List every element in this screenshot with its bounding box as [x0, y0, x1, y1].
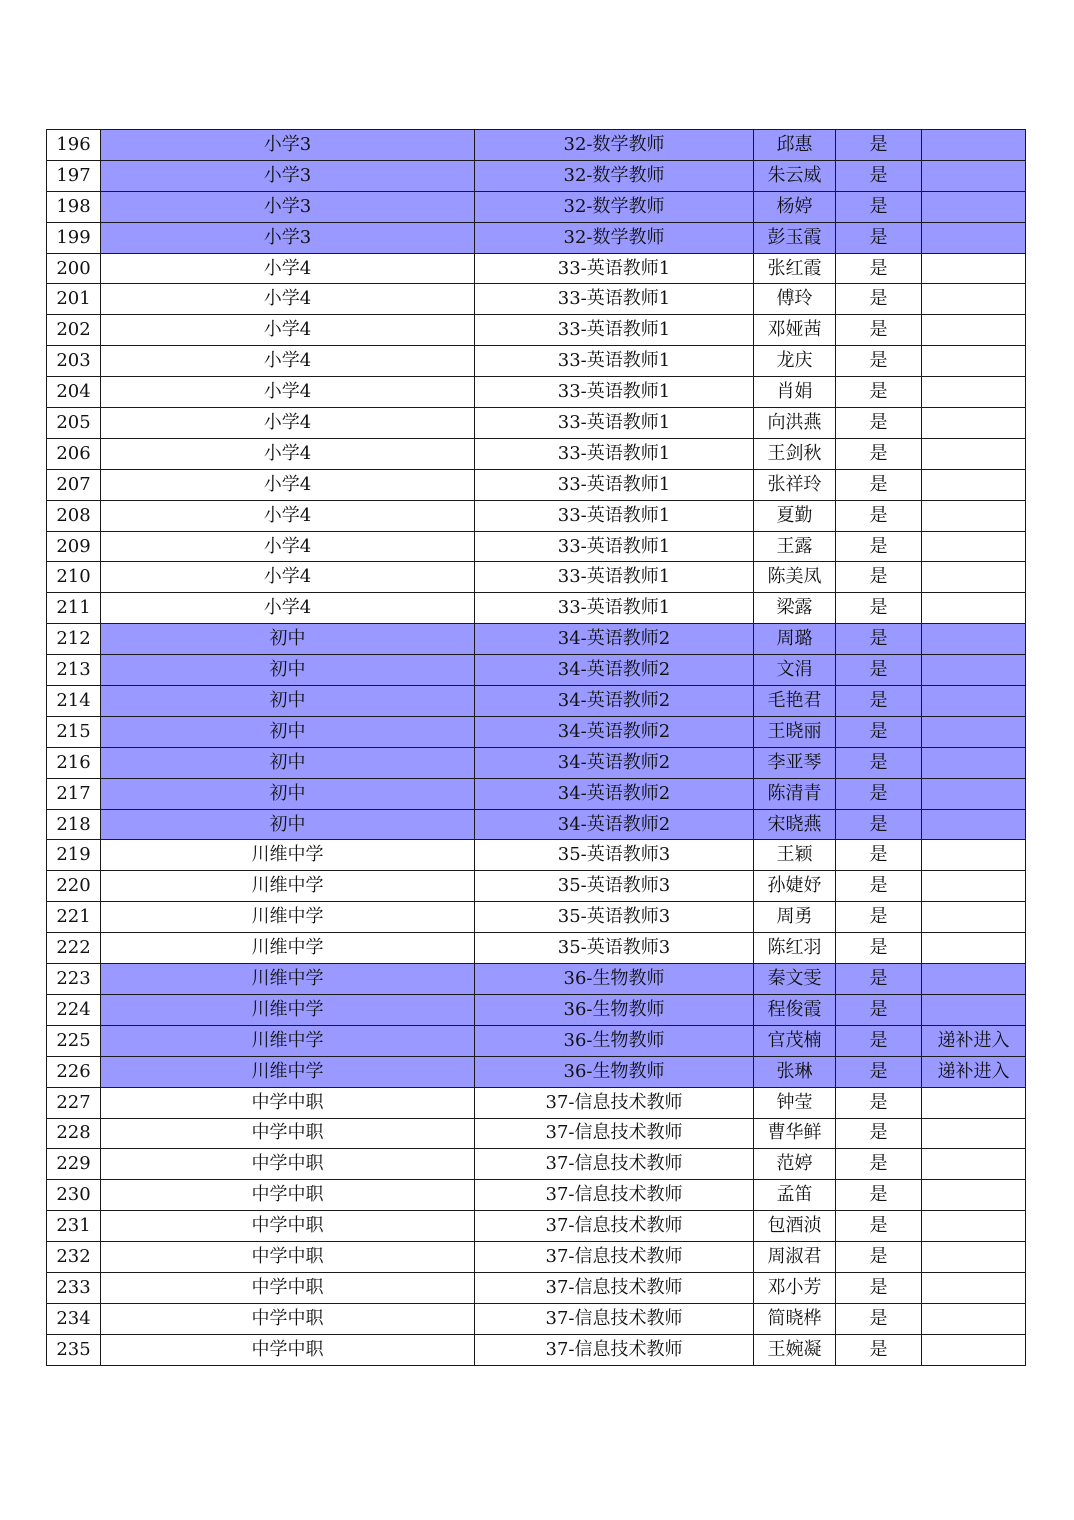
note-cell	[922, 531, 1026, 562]
row-number-cell: 196	[47, 130, 101, 161]
person-name-cell: 肖娟	[754, 377, 836, 408]
row-number-cell: 211	[47, 593, 101, 624]
person-name-cell: 王婉凝	[754, 1334, 836, 1365]
qualified-cell: 是	[836, 160, 922, 191]
position-cell: 33-英语教师1	[475, 315, 754, 346]
table-row	[47, 531, 1026, 562]
row-number-cell: 205	[47, 408, 101, 439]
row-number-cell: 209	[47, 531, 101, 562]
qualified-cell: 是	[836, 933, 922, 964]
table-row	[47, 438, 1026, 469]
person-name-cell: 秦文雯	[754, 964, 836, 995]
note-cell	[922, 438, 1026, 469]
row-number-cell: 206	[47, 438, 101, 469]
qualified-cell: 是	[836, 377, 922, 408]
unit-cell: 川维中学	[101, 933, 475, 964]
person-name-cell: 周勇	[754, 902, 836, 933]
unit-cell: 小学4	[101, 377, 475, 408]
person-name-cell: 张琳	[754, 1056, 836, 1087]
unit-cell: 小学4	[101, 284, 475, 315]
position-cell: 37-信息技术教师	[475, 1087, 754, 1118]
qualified-cell: 是	[836, 964, 922, 995]
table-row	[47, 964, 1026, 995]
table-row	[47, 933, 1026, 964]
note-cell	[922, 1211, 1026, 1242]
person-name-cell: 邓娅茜	[754, 315, 836, 346]
position-cell: 33-英语教师1	[475, 408, 754, 439]
person-name-cell: 王晓丽	[754, 716, 836, 747]
position-cell: 32-数学教师	[475, 222, 754, 253]
table-row	[47, 1149, 1026, 1180]
position-cell: 37-信息技术教师	[475, 1211, 754, 1242]
roster-table-body	[47, 130, 1026, 1366]
position-cell: 34-英语教师2	[475, 655, 754, 686]
unit-cell: 初中	[101, 809, 475, 840]
unit-cell: 川维中学	[101, 840, 475, 871]
row-number-cell: 218	[47, 809, 101, 840]
unit-cell: 小学4	[101, 346, 475, 377]
table-row	[47, 871, 1026, 902]
table-row	[47, 747, 1026, 778]
unit-cell: 小学4	[101, 531, 475, 562]
table-row	[47, 1334, 1026, 1365]
position-cell: 37-信息技术教师	[475, 1334, 754, 1365]
unit-cell: 初中	[101, 716, 475, 747]
note-cell	[922, 346, 1026, 377]
unit-cell: 川维中学	[101, 902, 475, 933]
qualified-cell: 是	[836, 809, 922, 840]
qualified-cell: 是	[836, 1334, 922, 1365]
qualified-cell: 是	[836, 1056, 922, 1087]
person-name-cell: 文涓	[754, 655, 836, 686]
note-cell	[922, 624, 1026, 655]
unit-cell: 初中	[101, 624, 475, 655]
person-name-cell: 梁露	[754, 593, 836, 624]
table-row	[47, 1087, 1026, 1118]
note-cell	[922, 809, 1026, 840]
unit-cell: 川维中学	[101, 1025, 475, 1056]
position-cell: 33-英语教师1	[475, 469, 754, 500]
person-name-cell: 彭玉霞	[754, 222, 836, 253]
note-cell	[922, 593, 1026, 624]
table-row	[47, 1025, 1026, 1056]
row-number-cell: 234	[47, 1303, 101, 1334]
note-cell	[922, 408, 1026, 439]
person-name-cell: 夏勤	[754, 500, 836, 531]
table-row	[47, 1211, 1026, 1242]
unit-cell: 中学中职	[101, 1149, 475, 1180]
unit-cell: 中学中职	[101, 1118, 475, 1149]
note-cell	[922, 160, 1026, 191]
table-row	[47, 562, 1026, 593]
table-row	[47, 284, 1026, 315]
qualified-cell: 是	[836, 840, 922, 871]
person-name-cell: 陈清青	[754, 778, 836, 809]
position-cell: 37-信息技术教师	[475, 1149, 754, 1180]
person-name-cell: 王露	[754, 531, 836, 562]
qualified-cell: 是	[836, 686, 922, 717]
note-cell	[922, 1242, 1026, 1273]
note-cell	[922, 469, 1026, 500]
person-name-cell: 宋晓燕	[754, 809, 836, 840]
table-row	[47, 315, 1026, 346]
qualified-cell: 是	[836, 994, 922, 1025]
unit-cell: 中学中职	[101, 1242, 475, 1273]
table-row	[47, 346, 1026, 377]
note-cell	[922, 1272, 1026, 1303]
unit-cell: 中学中职	[101, 1334, 475, 1365]
qualified-cell: 是	[836, 902, 922, 933]
note-cell	[922, 933, 1026, 964]
table-row	[47, 130, 1026, 161]
person-name-cell: 傅玲	[754, 284, 836, 315]
person-name-cell: 杨婷	[754, 191, 836, 222]
qualified-cell: 是	[836, 562, 922, 593]
qualified-cell: 是	[836, 346, 922, 377]
position-cell: 33-英语教师1	[475, 253, 754, 284]
person-name-cell: 孟笛	[754, 1180, 836, 1211]
note-cell	[922, 500, 1026, 531]
person-name-cell: 王颖	[754, 840, 836, 871]
table-row	[47, 994, 1026, 1025]
row-number-cell: 222	[47, 933, 101, 964]
position-cell: 34-英语教师2	[475, 809, 754, 840]
position-cell: 33-英语教师1	[475, 438, 754, 469]
table-row	[47, 1180, 1026, 1211]
unit-cell: 小学3	[101, 160, 475, 191]
row-number-cell: 228	[47, 1118, 101, 1149]
note-cell	[922, 871, 1026, 902]
person-name-cell: 李亚琴	[754, 747, 836, 778]
row-number-cell: 214	[47, 686, 101, 717]
person-name-cell: 王剑秋	[754, 438, 836, 469]
unit-cell: 小学3	[101, 130, 475, 161]
unit-cell: 川维中学	[101, 964, 475, 995]
table-row	[47, 469, 1026, 500]
table-row	[47, 1118, 1026, 1149]
qualified-cell: 是	[836, 130, 922, 161]
position-cell: 32-数学教师	[475, 191, 754, 222]
table-row	[47, 1242, 1026, 1273]
note-cell	[922, 1334, 1026, 1365]
qualified-cell: 是	[836, 500, 922, 531]
row-number-cell: 227	[47, 1087, 101, 1118]
position-cell: 34-英语教师2	[475, 778, 754, 809]
table-row	[47, 778, 1026, 809]
person-name-cell: 程俊霞	[754, 994, 836, 1025]
unit-cell: 小学3	[101, 191, 475, 222]
table-row	[47, 624, 1026, 655]
table-row	[47, 377, 1026, 408]
unit-cell: 小学4	[101, 408, 475, 439]
person-name-cell: 邱惠	[754, 130, 836, 161]
row-number-cell: 199	[47, 222, 101, 253]
unit-cell: 小学4	[101, 500, 475, 531]
person-name-cell: 陈美凤	[754, 562, 836, 593]
qualified-cell: 是	[836, 191, 922, 222]
person-name-cell: 范婷	[754, 1149, 836, 1180]
position-cell: 33-英语教师1	[475, 377, 754, 408]
person-name-cell: 周璐	[754, 624, 836, 655]
person-name-cell: 周淑君	[754, 1242, 836, 1273]
table-row	[47, 408, 1026, 439]
note-cell	[922, 1118, 1026, 1149]
note-cell	[922, 377, 1026, 408]
table-row	[47, 253, 1026, 284]
person-name-cell: 简晓桦	[754, 1303, 836, 1334]
position-cell: 33-英语教师1	[475, 531, 754, 562]
position-cell: 34-英语教师2	[475, 686, 754, 717]
note-cell	[922, 655, 1026, 686]
qualified-cell: 是	[836, 778, 922, 809]
unit-cell: 中学中职	[101, 1087, 475, 1118]
person-name-cell: 张祥玲	[754, 469, 836, 500]
row-number-cell: 221	[47, 902, 101, 933]
note-cell	[922, 562, 1026, 593]
position-cell: 37-信息技术教师	[475, 1242, 754, 1273]
unit-cell: 中学中职	[101, 1180, 475, 1211]
position-cell: 33-英语教师1	[475, 500, 754, 531]
row-number-cell: 200	[47, 253, 101, 284]
qualified-cell: 是	[836, 1303, 922, 1334]
table-row	[47, 1272, 1026, 1303]
note-cell	[922, 1180, 1026, 1211]
position-cell: 32-数学教师	[475, 130, 754, 161]
person-name-cell: 孙婕妤	[754, 871, 836, 902]
unit-cell: 初中	[101, 655, 475, 686]
row-number-cell: 197	[47, 160, 101, 191]
table-row	[47, 809, 1026, 840]
note-cell	[922, 191, 1026, 222]
row-number-cell: 208	[47, 500, 101, 531]
row-number-cell: 231	[47, 1211, 101, 1242]
qualified-cell: 是	[836, 1149, 922, 1180]
unit-cell: 小学4	[101, 438, 475, 469]
qualified-cell: 是	[836, 624, 922, 655]
qualified-cell: 是	[836, 469, 922, 500]
qualified-cell: 是	[836, 747, 922, 778]
person-name-cell: 包酒浈	[754, 1211, 836, 1242]
note-cell	[922, 130, 1026, 161]
row-number-cell: 216	[47, 747, 101, 778]
table-row	[47, 686, 1026, 717]
note-cell	[922, 686, 1026, 717]
qualified-cell: 是	[836, 408, 922, 439]
row-number-cell: 233	[47, 1272, 101, 1303]
row-number-cell: 204	[47, 377, 101, 408]
qualified-cell: 是	[836, 1272, 922, 1303]
note-cell	[922, 222, 1026, 253]
position-cell: 36-生物教师	[475, 1025, 754, 1056]
unit-cell: 小学4	[101, 315, 475, 346]
note-cell	[922, 902, 1026, 933]
qualified-cell: 是	[836, 1242, 922, 1273]
qualified-cell: 是	[836, 655, 922, 686]
person-name-cell: 龙庆	[754, 346, 836, 377]
person-name-cell: 邓小芳	[754, 1272, 836, 1303]
unit-cell: 小学3	[101, 222, 475, 253]
unit-cell: 中学中职	[101, 1303, 475, 1334]
person-name-cell: 向洪燕	[754, 408, 836, 439]
qualified-cell: 是	[836, 438, 922, 469]
note-cell	[922, 840, 1026, 871]
position-cell: 33-英语教师1	[475, 562, 754, 593]
position-cell: 32-数学教师	[475, 160, 754, 191]
note-cell	[922, 284, 1026, 315]
note-cell	[922, 716, 1026, 747]
note-cell	[922, 315, 1026, 346]
row-number-cell: 201	[47, 284, 101, 315]
table-row	[47, 593, 1026, 624]
qualified-cell: 是	[836, 315, 922, 346]
unit-cell: 小学4	[101, 562, 475, 593]
unit-cell: 初中	[101, 686, 475, 717]
qualified-cell: 是	[836, 1180, 922, 1211]
position-cell: 37-信息技术教师	[475, 1180, 754, 1211]
position-cell: 34-英语教师2	[475, 716, 754, 747]
position-cell: 35-英语教师3	[475, 933, 754, 964]
position-cell: 36-生物教师	[475, 1056, 754, 1087]
note-cell	[922, 994, 1026, 1025]
row-number-cell: 223	[47, 964, 101, 995]
qualified-cell: 是	[836, 531, 922, 562]
unit-cell: 中学中职	[101, 1211, 475, 1242]
position-cell: 37-信息技术教师	[475, 1303, 754, 1334]
note-cell	[922, 747, 1026, 778]
position-cell: 36-生物教师	[475, 994, 754, 1025]
qualified-cell: 是	[836, 1118, 922, 1149]
table-row	[47, 716, 1026, 747]
person-name-cell: 陈红羽	[754, 933, 836, 964]
person-name-cell: 毛艳君	[754, 686, 836, 717]
note-cell	[922, 253, 1026, 284]
unit-cell: 川维中学	[101, 871, 475, 902]
unit-cell: 小学4	[101, 253, 475, 284]
row-number-cell: 207	[47, 469, 101, 500]
qualified-cell: 是	[836, 871, 922, 902]
note-cell: 递补进入	[922, 1025, 1026, 1056]
row-number-cell: 210	[47, 562, 101, 593]
row-number-cell: 226	[47, 1056, 101, 1087]
note-cell	[922, 1303, 1026, 1334]
qualified-cell: 是	[836, 284, 922, 315]
roster-table	[46, 129, 1026, 1366]
table-row	[47, 902, 1026, 933]
table-row	[47, 160, 1026, 191]
unit-cell: 初中	[101, 778, 475, 809]
position-cell: 35-英语教师3	[475, 840, 754, 871]
position-cell: 33-英语教师1	[475, 593, 754, 624]
unit-cell: 初中	[101, 747, 475, 778]
note-cell: 递补进入	[922, 1056, 1026, 1087]
row-number-cell: 202	[47, 315, 101, 346]
table-row	[47, 191, 1026, 222]
row-number-cell: 217	[47, 778, 101, 809]
table-row	[47, 1303, 1026, 1334]
unit-cell: 小学4	[101, 593, 475, 624]
person-name-cell: 张红霞	[754, 253, 836, 284]
unit-cell: 中学中职	[101, 1272, 475, 1303]
position-cell: 37-信息技术教师	[475, 1272, 754, 1303]
unit-cell: 川维中学	[101, 1056, 475, 1087]
row-number-cell: 212	[47, 624, 101, 655]
row-number-cell: 232	[47, 1242, 101, 1273]
qualified-cell: 是	[836, 253, 922, 284]
row-number-cell: 230	[47, 1180, 101, 1211]
position-cell: 34-英语教师2	[475, 624, 754, 655]
row-number-cell: 229	[47, 1149, 101, 1180]
table-row	[47, 840, 1026, 871]
position-cell: 37-信息技术教师	[475, 1118, 754, 1149]
table-row	[47, 655, 1026, 686]
qualified-cell: 是	[836, 716, 922, 747]
person-name-cell: 曹华鲜	[754, 1118, 836, 1149]
note-cell	[922, 964, 1026, 995]
row-number-cell: 219	[47, 840, 101, 871]
unit-cell: 小学4	[101, 469, 475, 500]
qualified-cell: 是	[836, 593, 922, 624]
table-row	[47, 1056, 1026, 1087]
person-name-cell: 朱云威	[754, 160, 836, 191]
unit-cell: 川维中学	[101, 994, 475, 1025]
position-cell: 34-英语教师2	[475, 747, 754, 778]
table-row	[47, 500, 1026, 531]
position-cell: 36-生物教师	[475, 964, 754, 995]
position-cell: 33-英语教师1	[475, 346, 754, 377]
position-cell: 35-英语教师3	[475, 871, 754, 902]
note-cell	[922, 1149, 1026, 1180]
row-number-cell: 235	[47, 1334, 101, 1365]
row-number-cell: 203	[47, 346, 101, 377]
note-cell	[922, 778, 1026, 809]
person-name-cell: 钟莹	[754, 1087, 836, 1118]
position-cell: 35-英语教师3	[475, 902, 754, 933]
qualified-cell: 是	[836, 1025, 922, 1056]
row-number-cell: 225	[47, 1025, 101, 1056]
row-number-cell: 220	[47, 871, 101, 902]
row-number-cell: 213	[47, 655, 101, 686]
note-cell	[922, 1087, 1026, 1118]
qualified-cell: 是	[836, 1087, 922, 1118]
qualified-cell: 是	[836, 1211, 922, 1242]
row-number-cell: 215	[47, 716, 101, 747]
person-name-cell: 官茂楠	[754, 1025, 836, 1056]
qualified-cell: 是	[836, 222, 922, 253]
position-cell: 33-英语教师1	[475, 284, 754, 315]
table-row	[47, 222, 1026, 253]
row-number-cell: 224	[47, 994, 101, 1025]
row-number-cell: 198	[47, 191, 101, 222]
